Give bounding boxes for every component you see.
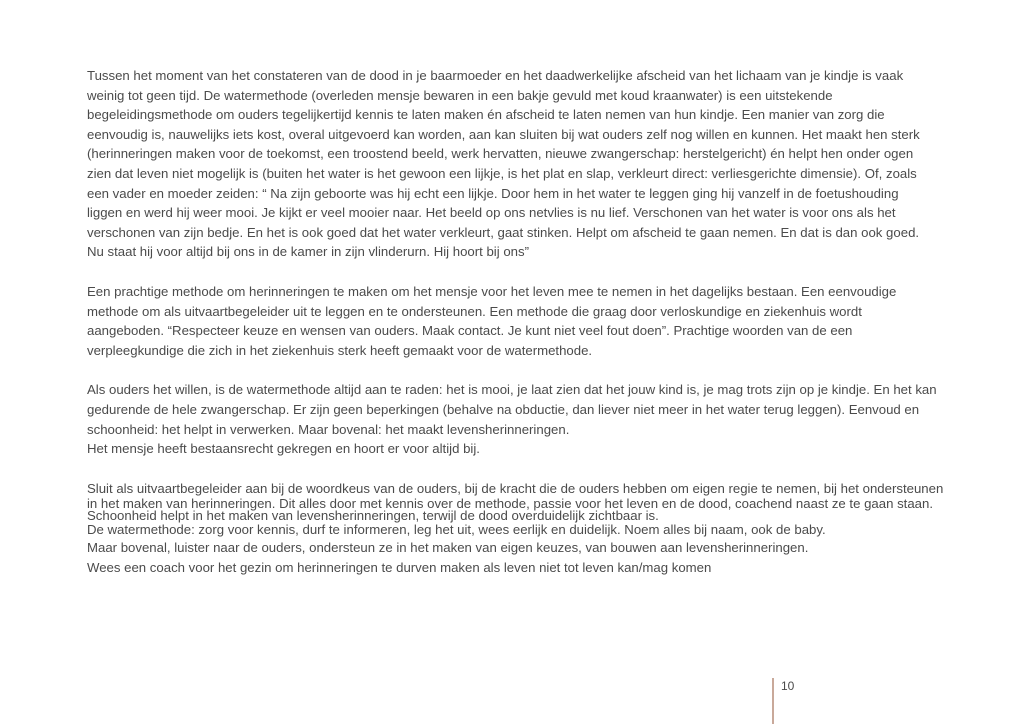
- paragraph-water-method-intro: [87, 66, 987, 262]
- text-line: Sluit als uitvaartbegeleider aan bij de woordkeus van de ouders, bij de kracht die de ouders hebben om eigen regie te nemen, bij het ondersteunen: [87, 480, 944, 496]
- text-line: Schoonheid helpt in het maken van levensherinneringen, terwijl de dood overduidelijk zichtbaar is.: [87, 508, 659, 524]
- text-line: verschonen van zijn bedje. En het is ook goed dat het water verkleurt, gaat stinken. Helpt om afscheid te gaan nemen. En dat is dan ook goed.: [87, 224, 920, 240]
- text-line: Nu staat hij voor altijd bij ons in de kamer in zijn vlinderurn. Hij hoort bij ons”: [87, 244, 529, 260]
- text-line: Tussen het moment van het constateren van de dood in je baarmoeder en het daadwerkelijke afscheid van het lichaam van je kindje is vaak: [87, 68, 904, 83]
- text-line: gedurende de hele zwangerschap. Er zijn geen beperkingen (behalve na obductie, dan liever niet meer in het water terug leggen). Eenvoud en: [87, 401, 920, 417]
- text-line: aangeboden. “Respecteer keuze en wensen van ouders. Maak contact. Je kunt niet veel fout doen”. Prachtige woorden van de een: [87, 323, 853, 339]
- text-line: Maar bovenal, luister naar de ouders, ondersteun ze in het maken van eigen keuzes, van bouwen aan levensherinneringen.: [87, 540, 809, 556]
- footer-accent-bar: [772, 678, 774, 724]
- text-line: eenvoudig is, nauwelijks iets kost, overal uitgevoerd kan worden, aan kan sluiten bij wat ouders zelf nog willen en kunnen. Het maakt hen sterk: [87, 126, 920, 142]
- text-line: Als ouders het willen, is de watermethode altijd aan te raden: het is mooi, je laat zien dat het jouw kind is, je mag trots zijn op je kindje. En het kan: [87, 382, 937, 398]
- paragraph-guidance: [87, 479, 987, 578]
- text-line: (herinneringen maken voor de toekomst, een troostend beeld, werk hervatten, nieuwe zwangerschap: herstelgericht) én helpt hen onder ogen: [87, 146, 914, 162]
- paragraph-recommendation: [87, 380, 987, 458]
- text-line: Wees een coach voor het gezin om herinneringen te durven maken als leven niet tot leven kan/mag komen: [87, 559, 712, 575]
- text-line: De watermethode: zorg voor kennis, durf te informeren, leg het uit, wees eerlijk en duidelijk. Noem alles bij naam, ook de baby.: [87, 522, 826, 538]
- page-number: 10: [781, 679, 795, 693]
- text-line: Een prachtige methode om herinneringen te maken om het mensje voor het leven mee te nemen in het dagelijks bestaan. Een eenvoudige: [87, 283, 897, 299]
- text-line: begeleidingsmethode om ouders tegelijkertijd kennis te laten maken én afscheid te laten nemen van hun kindje. Een manier van zorg die: [87, 107, 885, 123]
- text-line: verpleegkundige die zich in het ziekenhuis sterk heeft gemaakt voor de watermethode.: [87, 342, 593, 358]
- text-line: weinig tot geen tijd. De watermethode (overleden mensje bewaren in een bakje gevuld met koud kraanwater) is een uitstekende: [87, 87, 833, 103]
- text-line: schoonheid: het helpt in verwerken. Maar bovenal: het maakt levensherinneringen.: [87, 421, 570, 437]
- paragraph-beautiful-method: [87, 282, 987, 360]
- text-line: liggen en werd hij weer mooi. Je kijkt er veel mooier naar. Het beeld op ons netvlies is nu lief. Verschonen van het water is voor ons als het: [87, 205, 896, 221]
- text-line: methode om als uitvaartbegeleider uit te leggen en te ondersteunen. Een methode die graag door verloskundige en ziekenhuis wordt: [87, 303, 862, 319]
- text-line: Het mensje heeft bestaansrecht gekregen en hoort er voor altijd bij.: [87, 441, 480, 457]
- text-line: zien dat leven niet mogelijk is (buiten het water is het gewoon een lijkje, is het plat en slap, verkleurt direct: verliesgerichte dimensie). Of, zoals: [87, 165, 917, 181]
- text-line: een vader en moeder zeiden: “ Na zijn geboorte was hij echt een lijkje. Door hem in het water te leggen ging hij vanzelf in de foetushouding: [87, 185, 899, 201]
- text-line: in het maken van herinneringen. Dit alles door met kennis over de methode, passie voor het leven en de dood, coachend naast ze te gaan staan.: [87, 496, 934, 512]
- page-body: [87, 66, 987, 577]
